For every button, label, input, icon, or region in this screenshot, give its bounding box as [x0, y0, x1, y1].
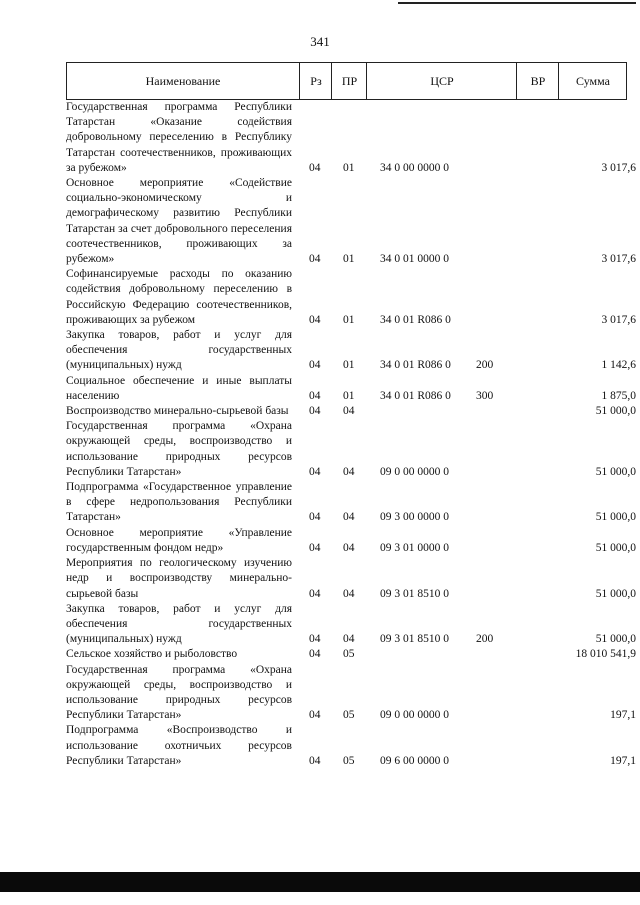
header-vr: ВР — [516, 63, 559, 99]
row-csr: 09 3 00 0000 0 — [380, 511, 449, 524]
row-rz: 04 — [309, 465, 321, 478]
row-sum: 51 000,0 — [595, 405, 636, 418]
row-vr: 300 — [476, 389, 494, 402]
row-name: Сельское хозяйство и рыболовство — [66, 648, 238, 661]
row-rz: 04 — [309, 313, 321, 326]
row-pr: 01 — [343, 313, 355, 326]
row-pr: 04 — [343, 511, 355, 524]
table-row — [66, 602, 636, 648]
row-csr: 09 3 01 8510 0 — [380, 633, 449, 646]
row-rz: 04 — [309, 541, 321, 554]
row-rz: 04 — [309, 754, 321, 767]
row-csr: 34 0 01 0000 0 — [380, 253, 449, 266]
table-body — [66, 100, 636, 769]
row-csr: 09 3 01 0000 0 — [380, 541, 449, 554]
row-name: Государственная программа «Охрана окружающей среды, воспроизводство и использование природных ресурсов Республики Татарстан» — [66, 420, 292, 478]
row-pr: 05 — [343, 709, 355, 722]
row-rz: 04 — [309, 648, 321, 661]
table-row — [66, 723, 636, 769]
row-sum: 197,1 — [610, 754, 636, 767]
page-number: 341 — [310, 34, 330, 49]
row-pr: 04 — [343, 633, 355, 646]
row-sum: 1 875,0 — [601, 389, 636, 402]
row-csr: 34 0 00 0000 0 — [380, 161, 449, 174]
row-csr: 09 0 00 0000 0 — [380, 465, 449, 478]
table-row — [66, 404, 636, 419]
row-name: Государственная программа «Охрана окружающей среды, воспроизводство и использование природных ресурсов Республики Татарстан» — [66, 663, 292, 722]
row-pr: 04 — [343, 587, 355, 600]
row-name: Основное мероприятие «Содействие социально-экономическому и демографическому развитию Республики Татарстан за счет добровольного переселения соотечественников, проживающих за рубежом» — [66, 177, 292, 266]
scan-bottom-edge — [0, 872, 640, 892]
row-sum: 1 142,6 — [601, 359, 636, 372]
table-row — [66, 100, 636, 176]
table-row — [66, 374, 636, 404]
header-name: Наименование — [145, 73, 221, 88]
row-rz: 04 — [309, 161, 321, 174]
header-sum: Сумма — [558, 63, 627, 99]
table-row — [66, 526, 636, 556]
row-pr: 05 — [343, 648, 355, 661]
row-name: Основное мероприятие «Управление государственным фондом недр» — [66, 526, 292, 554]
row-sum: 3 017,6 — [601, 253, 636, 266]
row-vr: 200 — [476, 359, 494, 372]
row-name: Софинансируемые расходы по оказанию содействия добровольному переселению в Российскую Федерацию соотечественников, проживающих за рубежом — [66, 268, 292, 326]
table-row — [66, 176, 636, 267]
row-pr: 04 — [343, 405, 355, 418]
row-rz: 04 — [309, 405, 321, 418]
table-row — [66, 328, 636, 374]
row-pr: 04 — [343, 541, 355, 554]
row-csr: 09 3 01 8510 0 — [380, 587, 449, 600]
row-name: Закупка товаров, работ и услуг для обеспечения государственных (муниципальных) нужд — [66, 602, 292, 646]
row-sum: 51 000,0 — [595, 587, 636, 600]
row-rz: 04 — [309, 253, 321, 266]
row-pr: 04 — [343, 465, 355, 478]
row-name: Государственная программа Республики Татарстан «Оказание содействия добровольному переселению в Республику Татарстан соотечественников, проживающих за рубежом» — [66, 101, 292, 174]
row-name: Подпрограмма «Воспроизводство и использование охотничьих ресурсов Республики Татарстан» — [66, 724, 292, 767]
row-rz: 04 — [309, 587, 321, 600]
top-rule — [398, 2, 636, 4]
row-name: Закупка товаров, работ и услуг для обеспечения государственных (муниципальных) нужд — [66, 329, 292, 372]
row-csr: 34 0 01 R086 0 — [380, 389, 451, 402]
row-rz: 04 — [309, 633, 321, 646]
row-name: Социальное обеспечение и иные выплаты населению — [66, 374, 292, 402]
row-sum: 51 000,0 — [595, 633, 636, 646]
row-pr: 05 — [343, 754, 355, 767]
header-rz: Рз — [299, 63, 332, 99]
table-row — [66, 267, 636, 328]
row-rz: 04 — [309, 359, 321, 372]
row-sum: 3 017,6 — [601, 313, 636, 326]
row-csr: 34 0 01 R086 0 — [380, 359, 451, 372]
row-pr: 01 — [343, 253, 355, 266]
table-row — [66, 556, 636, 602]
row-pr: 01 — [343, 389, 355, 402]
row-sum: 51 000,0 — [595, 541, 636, 554]
row-sum: 3 017,6 — [601, 161, 636, 174]
row-vr: 200 — [476, 633, 494, 646]
row-csr: 09 0 00 0000 0 — [380, 709, 449, 722]
row-csr: 09 6 00 0000 0 — [380, 754, 449, 767]
row-pr: 01 — [343, 161, 355, 174]
table-row — [66, 419, 636, 480]
row-sum: 51 000,0 — [595, 465, 636, 478]
row-rz: 04 — [309, 511, 321, 524]
row-pr: 01 — [343, 359, 355, 372]
table-row — [66, 663, 636, 724]
row-name: Воспроизводство минерально-сырьевой базы — [66, 405, 289, 418]
row-rz: 04 — [309, 709, 321, 722]
table-row — [66, 480, 636, 526]
row-name: Мероприятия по геологическому изучению недр и воспроизводству минерально-сырьевой базы — [66, 557, 292, 600]
table-header — [66, 62, 627, 100]
header-pr: ПР — [331, 63, 367, 99]
table-row — [66, 647, 636, 662]
header-csr: ЦСР — [366, 63, 517, 99]
row-sum: 197,1 — [610, 709, 636, 722]
row-csr: 34 0 01 R086 0 — [380, 313, 451, 326]
row-sum: 51 000,0 — [595, 511, 636, 524]
row-rz: 04 — [309, 389, 321, 402]
row-sum: 18 010 541,9 — [575, 648, 636, 661]
row-name: Подпрограмма «Государственное управление в сфере недропользования Республики Татарстан» — [66, 481, 292, 524]
